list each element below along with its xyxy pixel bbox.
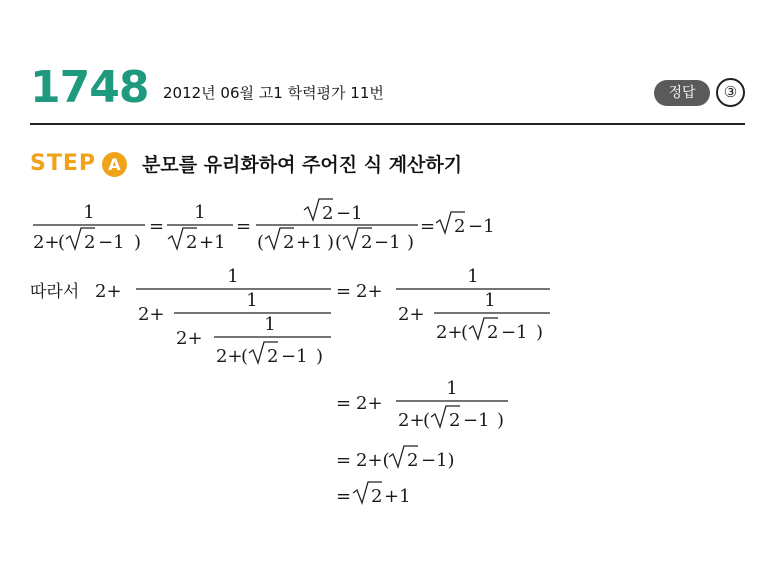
numerator-one: 1 xyxy=(467,266,479,287)
close-paren: ) xyxy=(327,232,335,253)
equation-line-1 xyxy=(33,199,495,253)
open-paren: ( xyxy=(461,322,469,343)
equals-sign: = xyxy=(236,216,252,237)
open-paren: ( xyxy=(335,232,343,253)
sqrt-radicand: 2 xyxy=(267,346,279,367)
sqrt-radicand: 2 xyxy=(449,410,461,431)
two-plus: 2+ xyxy=(398,410,425,431)
equals-sign: = xyxy=(149,216,165,237)
numerator-2: 1 xyxy=(194,202,206,223)
two-plus: 2+ xyxy=(138,304,165,325)
equals-sign: = xyxy=(336,450,352,471)
denominator-two-plus-1: 2+ xyxy=(33,232,60,253)
minus-one: −1 xyxy=(374,232,401,253)
equation-line-5 xyxy=(336,482,411,507)
problem-number: 1748 xyxy=(30,62,149,113)
equation-line-3 xyxy=(336,378,508,431)
equals-sign: = xyxy=(336,393,352,414)
result-plus-one: +1 xyxy=(384,486,411,507)
two-plus: 2+ xyxy=(95,281,122,302)
equals-sign: = xyxy=(420,216,436,237)
numerator-one: 1 xyxy=(484,290,496,311)
numerator-one: 1 xyxy=(264,314,276,335)
minus-one: −1 xyxy=(336,203,363,224)
sqrt-radicand: 2 xyxy=(371,486,383,507)
numerator-one: 1 xyxy=(446,378,458,399)
sqrt-radicand: 2 xyxy=(407,450,419,471)
open-paren: ( xyxy=(257,232,265,253)
open-paren: ( xyxy=(241,346,249,367)
numerator-one: 1 xyxy=(227,266,239,287)
minus-one: −1 xyxy=(501,322,528,343)
equals-sign: = xyxy=(336,486,352,507)
close-paren: ) xyxy=(497,410,505,431)
so-label: 따라서 xyxy=(30,282,80,302)
answer-badge: 정답 xyxy=(654,80,710,106)
step-label: STEP xyxy=(30,151,97,176)
two-plus: 2+ xyxy=(356,281,383,302)
sqrt-radicand: 2 xyxy=(283,232,295,253)
rhs-part-b: −1) xyxy=(421,450,455,471)
sqrt-radicand: 2 xyxy=(186,232,198,253)
minus-one: −1 xyxy=(463,410,490,431)
two-plus: 2+ xyxy=(216,346,243,367)
two-plus: 2+ xyxy=(356,393,383,414)
sqrt-radicand: 2 xyxy=(322,203,334,224)
minus-one: −1 xyxy=(98,232,125,253)
equals-sign: = xyxy=(336,281,352,302)
sqrt-radicand: 2 xyxy=(361,232,373,253)
step-letter-badge: A xyxy=(102,152,127,177)
sqrt-radicand: 2 xyxy=(84,232,96,253)
open-paren-1: ( xyxy=(58,232,66,253)
numerator-one: 1 xyxy=(246,290,258,311)
two-plus: 2+ xyxy=(176,328,203,349)
equation-line-4 xyxy=(336,446,455,471)
numerator-1: 1 xyxy=(83,202,95,223)
answer-value: ③ xyxy=(716,78,745,107)
close-paren-1: ) xyxy=(134,232,142,253)
minus-one: −1 xyxy=(468,216,495,237)
open-paren: ( xyxy=(423,410,431,431)
rhs-part-a: 2+( xyxy=(356,450,390,471)
sqrt-radicand: 2 xyxy=(454,216,466,237)
plus-one: +1 xyxy=(296,232,323,253)
plus-one: +1 xyxy=(199,232,226,253)
two-plus: 2+ xyxy=(436,322,463,343)
close-paren: ) xyxy=(316,346,324,367)
close-paren: ) xyxy=(407,232,415,253)
close-paren: ) xyxy=(536,322,544,343)
sqrt-radicand: 2 xyxy=(487,322,499,343)
step-title: 분모를 유리화하여 주어진 식 계산하기 xyxy=(142,154,463,176)
minus-one: −1 xyxy=(281,346,308,367)
equation-line-2 xyxy=(30,266,550,367)
two-plus: 2+ xyxy=(398,304,425,325)
problem-source: 2012년 06월 고1 학력평가 11번 xyxy=(163,84,384,102)
